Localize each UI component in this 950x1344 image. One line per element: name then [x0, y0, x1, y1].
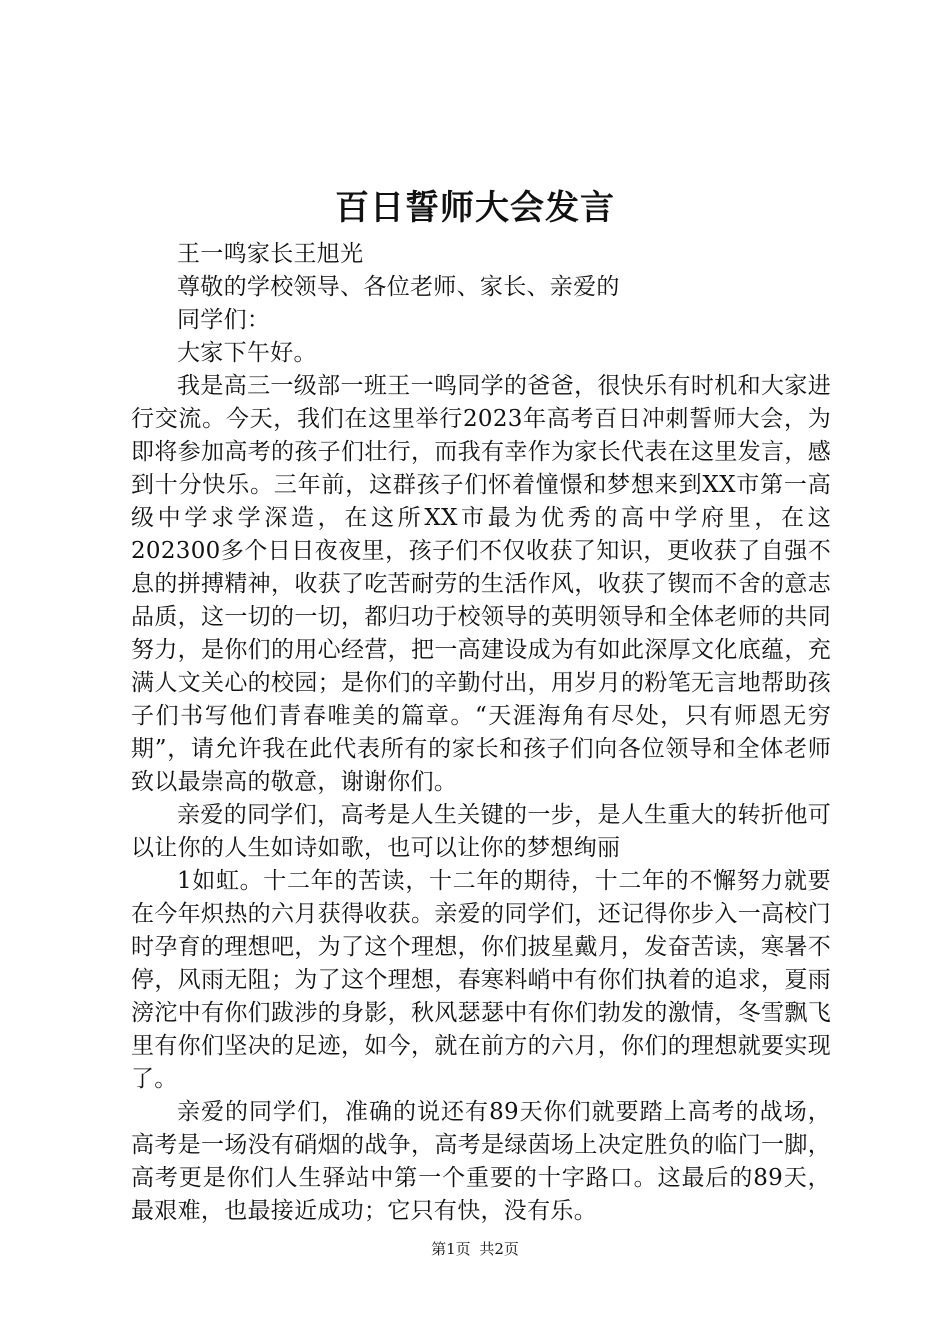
document-body [131, 238, 831, 1228]
salutation-line-2: 同学们： [177, 307, 271, 333]
paragraph-exam-importance: 亲爱的同学们，高考是人生关键的一步，是人生重大的转折他可以让你的人生如诗如歌，也可以让你的梦想绚丽 [131, 802, 831, 861]
greeting: 大家下午好。 [177, 340, 317, 366]
paragraph-89-days: 亲爱的同学们，准确的说还有89天你们就要踏上高考的战场，高考是一场没有硝烟的战争，高考是绿茵场上决定胜负的临门一脚，高考更是你们人生驿站中第一个重要的十字路口。这最后的89天，最艰难，也最接近成功；它只有快，没有乐。 [131, 1099, 831, 1224]
page-number-current: 第1页 [431, 1240, 471, 1258]
page-number-total: 共2页 [479, 1240, 519, 1258]
paragraph-twelve-years: 1如虹。十二年的苦读，十二年的期待，十二年的不懈努力就要在今年炽热的六月获得收获。亲爱的同学们，还记得你步入一高校门时孕育的理想吧，为了这个理想，你们披星戴月，发奋苦读，寒暑不停，风雨无阻；为了这个理想，春寒料峭中有你们执着的追求，夏雨滂沱中有你们跋涉的身影，秋风瑟瑟中有你们勃发的激情，冬雪飘飞里有你们坚决的足迹，如今，就在前方的六月，你们的理想就要实现了。 [131, 868, 831, 1092]
paragraph-intro: 我是高三一级部一班王一鸣同学的爸爸，很快乐有时机和大家进行交流。今天，我们在这里举行2023年高考百日冲刺誓师大会，为即将参加高考的孩子们壮行，而我有幸作为家长代表在这里发言，感到十分快乐。三年前，这群孩子们怀着憧憬和梦想来到XX市第一高级中学求学深造，在这所XX市最为优秀的高中学府里，在这202300多个日日夜夜里，孩子们不仅收获了知识，更收获了自强不息的拼搏精神，收获了吃苦耐劳的生活作风，收获了锲而不舍的意志品质，这一切的一切，都归功于校领导的英明领导和全体老师的共同努力，是你们的用心经营，把一高建设成为有如此深厚文化底蕴，充满人文关心的校园；是你们的辛勤付出，用岁月的粉笔无言地帮助孩子们书写他们青春唯美的篇章。“天涯海角有尽处，只有师恩无穷期”，请允许我在此代表所有的家长和孩子们向各位领导和全体老师致以最崇高的敬意，谢谢你们。 [131, 373, 831, 795]
page-title: 百日誓师大会发言 [335, 188, 615, 228]
page-footer [0, 1238, 950, 1260]
author-line: 王一鸣家长王旭光 [177, 241, 364, 267]
salutation-line-1: 尊敬的学校领导、各位老师、家长、亲爱的 [177, 274, 620, 300]
